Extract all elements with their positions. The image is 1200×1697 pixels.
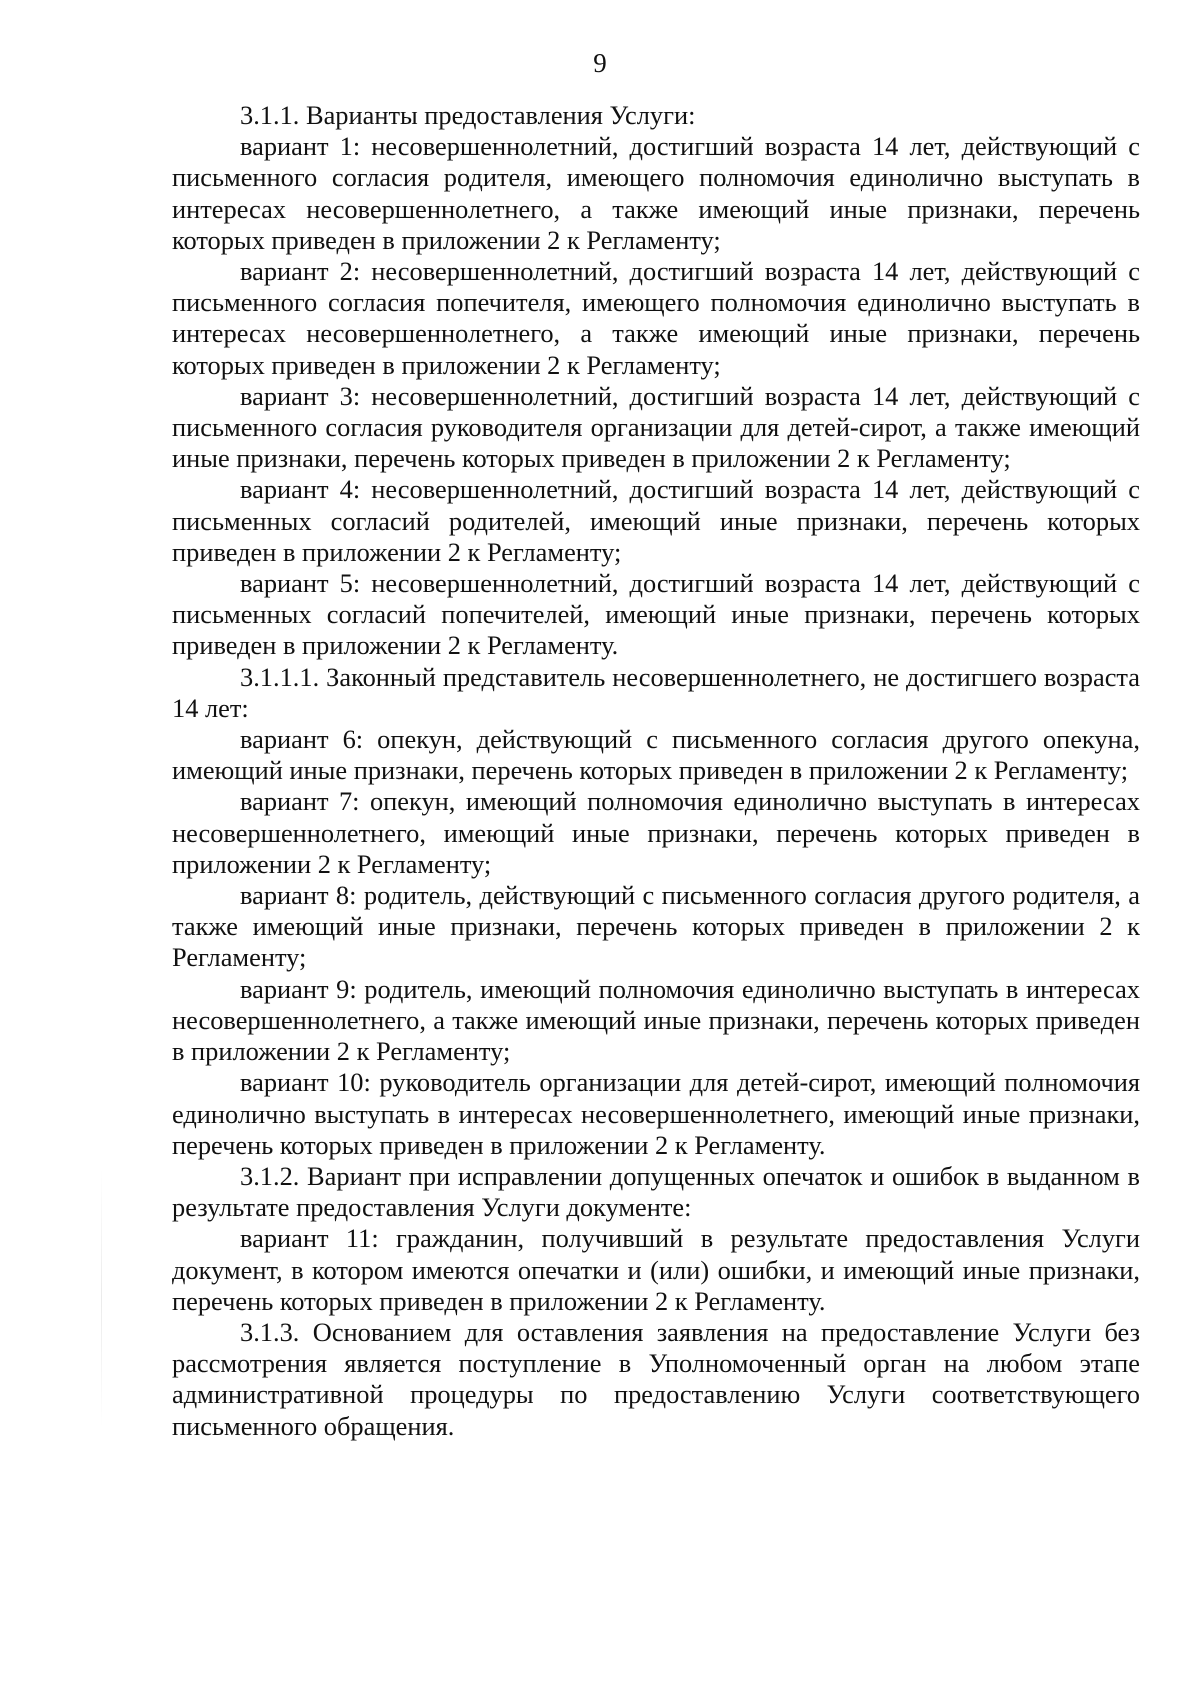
variant-5-paragraph: вариант 5: несовершеннолетний, достигший возраста 14 лет, действующий с письменных согласий попечителей, имеющий иные признаки, перечень которых приведен в приложении 2 к Регламенту.: [172, 568, 1140, 661]
variant-4-paragraph: вариант 4: несовершеннолетний, достигший возраста 14 лет, действующий с письменных согласий родителей, имеющий иные признаки, перечень которых приведен в приложении 2 к Регламенту;: [172, 474, 1140, 567]
section-3-1-3-paragraph: 3.1.3. Основанием для оставления заявления на предоставление Услуги без рассмотрения является поступление в Уполномоченный орган на любом этапе административной процедуры по предоставлению Услуги соответствующего письменного обращения.: [172, 1316, 1140, 1441]
section-heading-3-1-1: 3.1.1. Варианты предоставления Услуги:: [240, 100, 696, 130]
variant-9-paragraph: вариант 9: родитель, имеющий полномочия единолично выступать в интересах несовершеннолетнего, а также имеющий иные признаки, перечень которых приведен в приложении 2 к Регламенту;: [172, 973, 1140, 1067]
variant-2-paragraph: вариант 2: несовершеннолетний, достигший возраста 14 лет, действующий с письменного согласия попечителя, имеющего полномочия единолично выступать в интересах несовершеннолетнего, а также имеющий иные признаки, перечень которых приведен в приложении 2 к Регламенту;: [172, 256, 1140, 380]
section-heading-3-1-2: 3.1.2. Вариант при исправлении допущенных опечаток и ошибок в выданном в результате предоставления Услуги документе:: [172, 1160, 1140, 1223]
variant-7-paragraph: вариант 7: опекун, имеющий полномочия единолично выступать в интересах несовершеннолетнего, имеющий иные признаки, перечень которых приведен в приложении 2 к Регламенту;: [172, 786, 1140, 879]
page-number: 9: [593, 48, 607, 78]
variant-10-paragraph: вариант 10: руководитель организации для детей-сирот, имеющий полномочия единолично выступать в интересах несовершеннолетнего, имеющий иные признаки, перечень которых приведен в приложении 2 к Регламенту.: [172, 1067, 1140, 1160]
variant-8-paragraph: вариант 8: родитель, действующий с письменного согласия другого родителя, а также имеющий иные признаки, перечень которых приведен в приложении 2 к Регламенту;: [172, 880, 1140, 973]
variant-11-paragraph: вариант 11: гражданин, получивший в результате предоставления Услуги документ, в котором имеются опечатки и (или) ошибки, и имеющий иные признаки, перечень которых приведен в приложении 2 к Регламенту.: [172, 1223, 1140, 1316]
variant-6-paragraph: вариант 6: опекун, действующий с письменного согласия другого опекуна, имеющий иные признаки, перечень которых приведен в приложении 2 к Регламенту;: [172, 724, 1140, 786]
variant-1-paragraph: вариант 1: несовершеннолетний, достигший возраста 14 лет, действующий с письменного согласия родителя, имеющего полномочия единолично выступать в интересах несовершеннолетнего, а также имеющий иные признаки, перечень которых приведен в приложении 2 к Регламенту;: [172, 131, 1140, 255]
scan-margin-mark: [101, 1168, 102, 1428]
section-heading-3-1-1-1: 3.1.1.1. Законный представитель несовершеннолетнего, не достигшего возраста 14 лет:: [172, 661, 1140, 723]
variant-3-paragraph: вариант 3: несовершеннолетний, достигший возраста 14 лет, действующий с письменного согласия руководителя организации для детей-сирот, а также имеющий иные признаки, перечень которых приведен в приложении 2 к Регламенту;: [172, 380, 1140, 474]
document-body: [172, 100, 1140, 1442]
